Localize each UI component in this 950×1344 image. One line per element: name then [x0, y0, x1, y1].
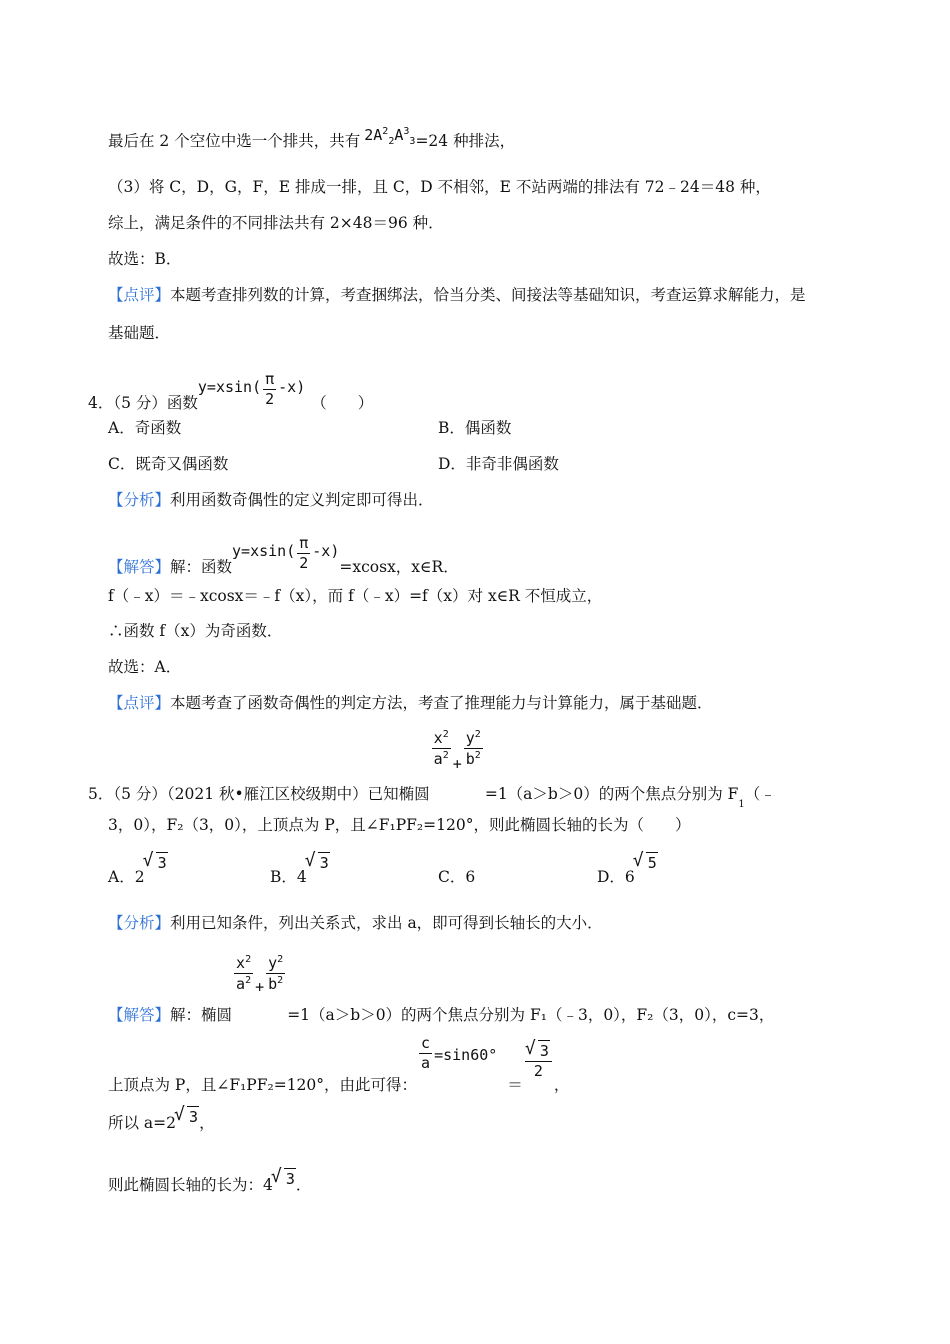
q4-line-2: f（﹣x）＝﹣xcosx＝﹣f（x），而 f（﹣x）=f（x）对 x∈R 不恒成立， — [108, 587, 603, 605]
sup: 2 — [245, 954, 252, 965]
q4-option-c: C．既奇又偶函数 — [108, 455, 229, 473]
prev-line-1 — [108, 126, 516, 153]
x: x — [236, 954, 246, 972]
b: b — [268, 975, 278, 993]
text: 解：椭圆 — [170, 1005, 233, 1024]
prev-comment-2: 基础题． — [108, 324, 171, 342]
sqrt-3 — [307, 856, 330, 871]
q5-option-c: C．6 — [438, 868, 476, 886]
num: c — [421, 1034, 431, 1052]
q5-option-d — [597, 854, 658, 886]
text: 最后在 2 个空位中选一个排共，共有 — [108, 132, 361, 150]
prev-comment — [108, 288, 806, 304]
sup: 2 — [474, 750, 481, 761]
q4-stem — [88, 360, 374, 412]
sup: 2 — [382, 126, 389, 137]
num: π — [265, 370, 275, 388]
perm-formula — [364, 126, 416, 147]
label: D．6 — [597, 868, 635, 886]
q4-option-d: D．非奇非偶函数 — [438, 455, 559, 473]
q5-answer-line-3 — [108, 1108, 215, 1132]
y2-over-b2 — [464, 730, 483, 767]
y: y — [465, 729, 475, 747]
comment-tag: 【点评】 — [108, 694, 171, 712]
prev-line-4: 故选：B． — [108, 250, 182, 268]
q4-analysis — [108, 493, 434, 509]
radicand: 3 — [319, 854, 329, 872]
b: b — [465, 750, 475, 768]
text: ， — [199, 1114, 215, 1132]
plus: + — [255, 977, 265, 996]
analysis-text: 利用已知条件，列出关系式，求出 a，即可得到长轴长的大小． — [170, 914, 603, 932]
q4-comment — [108, 696, 713, 712]
math: -x) — [278, 377, 306, 396]
text: 上顶点为 P，且∠F₁PF₂=120°，由此可得： — [108, 1075, 418, 1094]
radicand: 5 — [647, 854, 657, 872]
q5-stem — [88, 729, 776, 810]
q5-answer — [108, 954, 775, 1024]
text: 4．（5 分）函数 — [88, 393, 198, 412]
q4-line-4: 故选：A． — [108, 658, 182, 676]
x: x — [433, 729, 443, 747]
c-over-a — [419, 1036, 432, 1071]
text: 所以 a=2 — [108, 1114, 177, 1132]
analysis-tag: 【分析】 — [108, 491, 171, 509]
analysis-tag: 【分析】 — [108, 914, 171, 932]
comment-text: 本题考查了函数奇偶性的判定方法，考查了推理能力与计算能力，属于基础题． — [170, 694, 713, 712]
q4-option-b: B．偶函数 — [438, 419, 512, 437]
sub: 3 — [409, 136, 416, 147]
den: 2 — [533, 1062, 543, 1080]
sqrt-3 — [176, 1110, 199, 1125]
sqrt3-over-2 — [525, 1044, 552, 1079]
sqrt-5 — [635, 856, 658, 871]
radicand: 3 — [539, 1042, 549, 1060]
text: =1（a＞b＞0）的两个焦点分别为 F₁（﹣3，0），F₂（3，0），c=3， — [287, 1005, 775, 1024]
q5-option-a — [108, 854, 168, 886]
q4-line-3: ∴函数 f（x）为奇函数． — [108, 622, 283, 640]
den: 2 — [299, 554, 309, 572]
text: =xcosx，x∈R． — [339, 557, 459, 576]
text: 解：函数 — [170, 557, 233, 576]
radicand: 3 — [157, 854, 167, 872]
sup: 2 — [442, 750, 449, 761]
plus: + — [452, 754, 462, 773]
q5-answer-line-4 — [108, 1170, 312, 1194]
text: （﹣ — [744, 784, 776, 803]
sup: 2 — [277, 954, 284, 965]
sub: 1 — [738, 798, 745, 810]
pi-over-2 — [263, 372, 276, 407]
perm-a: 2A — [364, 126, 383, 144]
text: 5．（5 分）（2021 秋•雁江区校级期中）已知椭圆 — [88, 784, 430, 803]
sup: 2 — [442, 729, 449, 740]
text: ． — [295, 1176, 312, 1194]
q5-analysis — [108, 916, 603, 932]
math: -x) — [312, 541, 340, 560]
x2-over-a2 — [432, 730, 451, 767]
den: a — [421, 1054, 431, 1072]
q5-answer-line-2 — [108, 1034, 570, 1094]
sup: 2 — [245, 975, 252, 986]
comment-tag: 【点评】 — [108, 286, 171, 304]
text: 则此椭圆长轴的长为：4 — [108, 1176, 273, 1194]
y: y — [268, 954, 278, 972]
num: π — [299, 534, 309, 552]
text: =24 种排法， — [415, 132, 516, 150]
label: A．2 — [108, 868, 145, 886]
q4-answer — [108, 522, 459, 576]
comma: ， — [553, 1075, 570, 1094]
sup: 3 — [403, 126, 410, 137]
math: y=xsin( — [232, 541, 296, 560]
answer-tag: 【解答】 — [108, 1005, 171, 1024]
sin60: =sin60° — [434, 1045, 498, 1064]
paren: （ ） — [311, 393, 374, 412]
prev-line-2: （3）将 C，D，G，F，E 排成一排，且 C，D 不相邻，E 不站两端的排法有 72﹣24＝48 种， — [108, 178, 771, 196]
comment-text: 本题考查排列数的计算，考查捆绑法，恰当分类、间接法等基础知识，考查运算求解能力，是 — [170, 286, 806, 304]
prev-line-3: 综上，满足条件的不同排法共有 2×48＝96 种． — [108, 214, 444, 232]
sqrt-3 — [273, 1172, 296, 1187]
q5-option-b — [270, 854, 330, 886]
text: =1（a＞b＞0）的两个焦点分别为 F — [484, 784, 739, 803]
q4-option-a: A．奇函数 — [108, 419, 182, 437]
den: 2 — [265, 390, 275, 408]
perm-b: A — [394, 126, 404, 144]
sqrt-3 — [145, 856, 168, 871]
analysis-text: 利用函数奇偶性的定义判定即可得出． — [170, 491, 434, 509]
label: B．4 — [270, 868, 307, 886]
sub: 2 — [388, 136, 395, 147]
radicand: 3 — [285, 1170, 295, 1188]
sup: 2 — [277, 975, 284, 986]
radicand: 3 — [189, 1108, 199, 1126]
answer-tag: 【解答】 — [108, 557, 171, 576]
y2-over-b2 — [266, 955, 285, 992]
sup: 2 — [474, 729, 481, 740]
math: y=xsin( — [197, 377, 262, 396]
x2-over-a2 — [234, 955, 253, 992]
equals: ＝ — [507, 1075, 523, 1094]
q5-line-2: 3，0），F₂（3，0），上顶点为 P，且∠F₁PF₂=120°，则此椭圆长轴的长为（ ） — [108, 816, 691, 834]
a: a — [433, 750, 443, 768]
pi-over-2 — [297, 536, 310, 571]
a: a — [236, 975, 246, 993]
